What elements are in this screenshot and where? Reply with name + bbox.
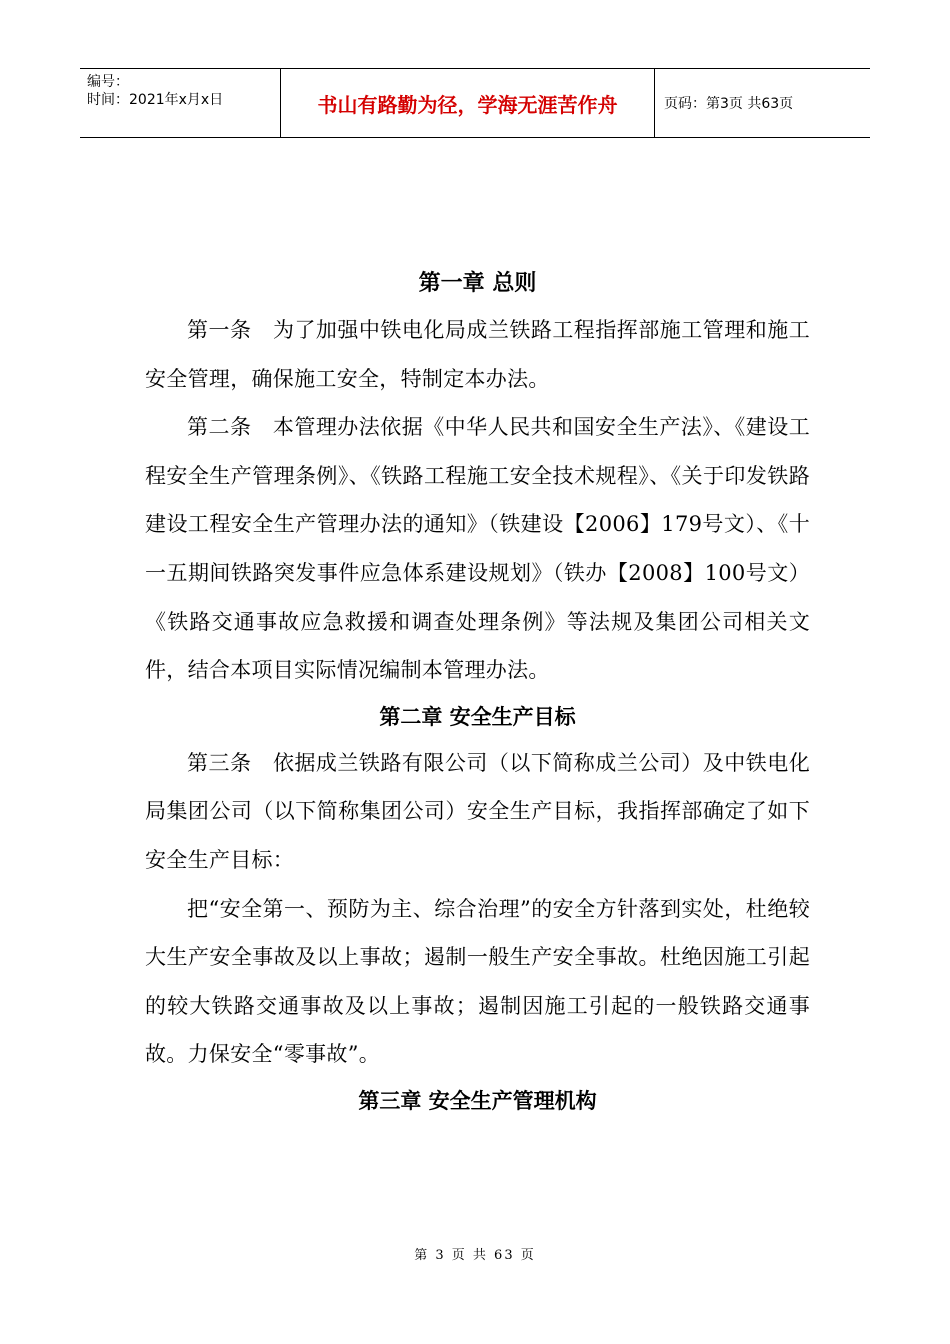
header-motto: 书山有路勤为径，学海无涯苦作舟	[281, 69, 655, 137]
page-footer: 第 3 页 共 63 页	[414, 1248, 536, 1263]
chapter-title: 第二章 安全生产目标	[379, 704, 576, 729]
article-paragraph: 把“安全第一、预防为主、综合治理”的安全方针落到实处，杜绝较大生产安全事故及以上事故；遏制一般生产安全事故。杜绝因施工引起的较大铁路交通事故及以上事故；遏制因施工引起的一般铁路交通事故。力保安全“零事故”。	[145, 896, 810, 1067]
page-header	[80, 68, 870, 138]
chapter-title: 第三章 安全生产管理机构	[358, 1088, 597, 1113]
article-paragraph: 第二条 本管理办法依据《中华人民共和国安全生产法》、《建设工程安全生产管理条例》、《铁路工程施工安全技术规程》、《关于印发铁路建设工程安全生产管理办法的通知》（铁建设【2006】179号文）、《十一五期间铁路突发事件应急体系建设规划》（铁办【2008】100号文）《铁路交通事故应急救援和调查处理条例》等法规及集团公司相关文件，结合本项目实际情况编制本管理办法。	[145, 415, 810, 683]
header-page-info: 页码：第3页 共63页	[664, 96, 794, 112]
header-meta	[80, 69, 281, 137]
time-label: 时间：2021年x月x日	[87, 92, 224, 108]
number-label: 编号：	[87, 74, 129, 90]
document-body	[145, 262, 810, 1123]
article-paragraph: 第一条 为了加强中铁电化局成兰铁路工程指挥部施工管理和施工安全管理，确保施工安全，特制定本办法。	[145, 318, 810, 391]
article-paragraph: 第三条 依据成兰铁路有限公司（以下简称成兰公司）及中铁电化局集团公司（以下简称集团公司）安全生产目标，我指挥部确定了如下安全生产目标：	[145, 750, 810, 872]
chapter-title: 第一章 总则	[418, 271, 537, 296]
